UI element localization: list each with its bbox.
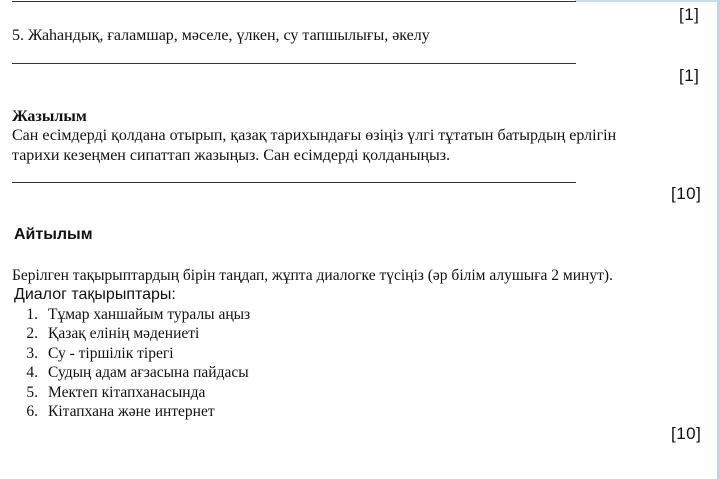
score-mark-1: [1] xyxy=(679,5,700,24)
top-edge xyxy=(575,0,720,2)
topics-label: Диалог тақырыптары: xyxy=(14,286,176,303)
speaking-instruction: Берілген тақырыптардың бірін таңдап, жұпта диалогке түсіңіз (әр білім алушыға 2 минут). xyxy=(12,267,613,284)
list-item: 6. Кітапхана және интернет xyxy=(26,403,215,420)
answer-line-writing xyxy=(12,182,576,183)
writing-task-line-2: тарихи кезеңмен сипаттап жазыңыз. Сан есімдерді қолданыңыз. xyxy=(12,147,451,164)
list-item: 2. Қазақ елінің мәдениеті xyxy=(26,325,200,342)
writing-task-line-1: Сан есімдерді қолдана отырып, қазақ тарихындағы өзіңіз үлгі тұтатын батырдың ерлігін xyxy=(12,127,617,144)
score-mark-4: [10] xyxy=(671,424,702,443)
answer-line-top xyxy=(12,1,576,2)
list-item: 4. Судың адам ағзасына пайдасы xyxy=(26,364,249,381)
answer-line-5 xyxy=(12,63,576,64)
list-item: 5. Мектеп кітапханасында xyxy=(26,384,206,401)
list-item: 3. Су - тіршілік тірегі xyxy=(26,345,174,362)
score-mark-2: [1] xyxy=(679,66,700,85)
task-5: 5. Жаһандық, ғаламшар, мәселе, үлкен, су тапшылығы, әкелу xyxy=(12,27,430,44)
score-mark-3: [10] xyxy=(671,184,702,203)
list-item: 1. Тұмар ханшайым туралы аңыз xyxy=(26,306,251,323)
writing-heading: Жазылым xyxy=(12,108,87,125)
speaking-heading: Айтылым xyxy=(14,226,93,243)
